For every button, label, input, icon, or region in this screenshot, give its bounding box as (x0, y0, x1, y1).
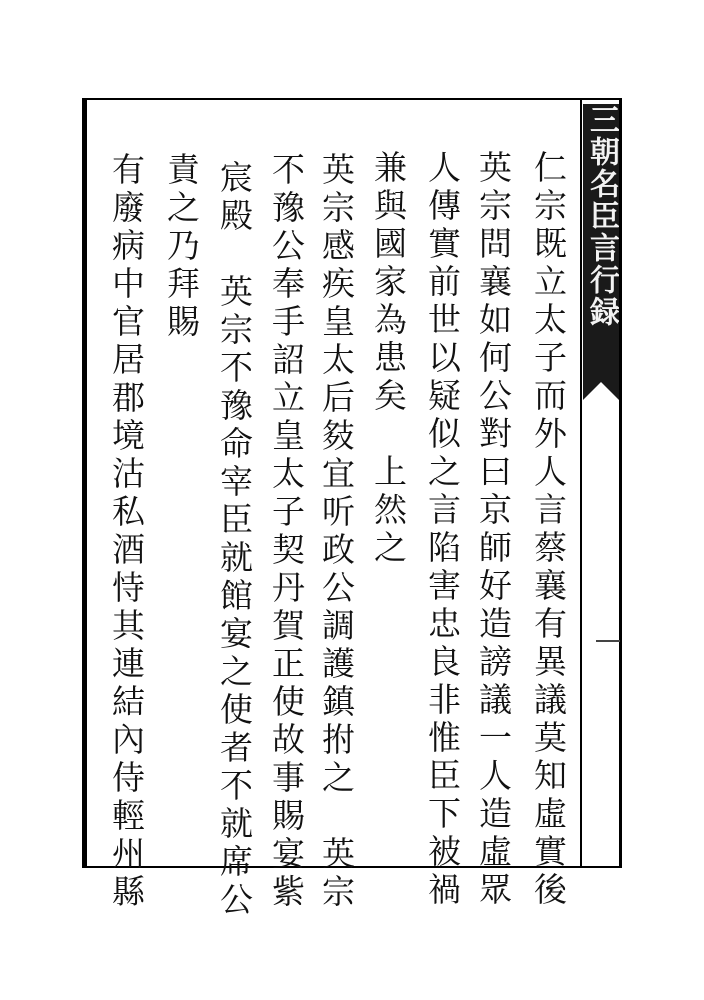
fold-divider-line (596, 640, 620, 642)
text-column-6: 不豫公奉手詔立皇太子契丹賀正使故事賜宴紫 (267, 152, 306, 912)
text-column-3: 人傳實前世以疑似之言陷害忠良非惟臣下被禍 (423, 150, 462, 910)
text-column-1: 仁宗既立太子而外人言蔡襄有異議莫知虛實後 (529, 150, 568, 910)
text-column-7: 宸殿 英宗不豫命宰臣就館宴之使者不就席公 (215, 160, 254, 920)
text-column-9: 有廢病中官居郡境沽私酒恃其連結內侍輕州縣 (107, 152, 146, 912)
fishtail-mark-icon (583, 372, 619, 402)
text-column-2: 英宗問襄如何公對曰京師好造謗議一人造虛眾 (474, 150, 513, 910)
fold-title: 三朝名臣言行録 (583, 104, 619, 374)
text-column-5: 英宗感疾皇太后㩼宜听政公調護鎮拊之 英宗 (317, 152, 356, 912)
text-column-8: 責之乃拜賜 (162, 152, 201, 342)
text-column-4: 兼與國家為患矣 上然之 (369, 150, 408, 568)
